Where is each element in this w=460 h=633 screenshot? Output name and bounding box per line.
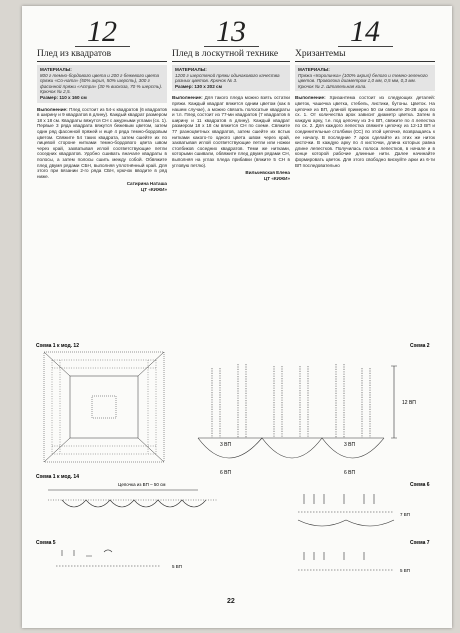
instructions: [172, 95, 290, 168]
schema-5-vp: 5 ВП: [172, 564, 182, 569]
schema-12-grid: [44, 352, 164, 462]
materials-label: МАТЕРИАЛЫ:: [298, 67, 330, 72]
schema-5-label: Схема 5: [36, 540, 56, 546]
materials-text: 800 г темно-бордового цвета и 200 г бежевого цвета пряжи «Со-ната» (50% акрил, 50% шерсть), 300 г фасонной пряжи «Астра» (30 % вискоза, 70 % шерсть). Крючок № 2,5.: [40, 72, 163, 95]
schema-14-chain-label: Цепочка из ВП – 50 см: [118, 482, 166, 487]
club: ЦТ «КИЖИ»: [263, 175, 290, 181]
instructions-label: Выполнение:: [295, 95, 326, 101]
instructions: [295, 95, 435, 168]
instructions-text: Хризантема состоит из следующих деталей: цветок, чашечка цветка, стебель, листики, бутоны. Цветок. На цепочке из ВП, длиной примерно 50 см свяжите 26-28 арок по сх. 1. От количества арок зависит диаметр цветка. Затем в каждую арку, т.е. под цепочку из 3-х ВП, свяжите по 4 лепестка по сх. 2. Для каждого лепестка свяжите цепочку из 12-13 ВП и соединительные столбики (СС) по этой цепочке, возвращаясь к ее началу. В последние 7 арок сделайте из этих же ниток кисточки. В каждую арку по 4 кисточки, длина которых равна длине лепестков. Получилась полоса лепестков, в начале и в конце которой рабочие длинные нити. Далее начинайте формировать цветок. Для этого свободно вискуйте арки из 6-ти ВП последовательно: [295, 95, 435, 168]
size-text: Размер: 110 х 160 см: [40, 94, 87, 100]
schema-7-label: Схема 7: [410, 540, 430, 546]
size-text: Размер: 130 х 202 см: [175, 83, 223, 89]
schema-2-3vp-b: 3 ВП: [344, 442, 356, 448]
project-title: Плед в лоскутной технике: [172, 49, 290, 62]
diagrams-area: [22, 338, 452, 608]
author: Вильчевская Елена: [245, 170, 290, 176]
page-number: 22: [227, 598, 235, 605]
schema-5-chart: [56, 550, 160, 566]
author: Сатирина Наташа: [126, 181, 167, 187]
schema-2-6vp-b: 6 ВП: [344, 470, 356, 476]
materials-label: МАТЕРИАЛЫ:: [175, 67, 207, 72]
materials-label: МАТЕРИАЛЫ:: [40, 67, 72, 72]
materials-box: [37, 65, 167, 103]
magazine-page: [22, 6, 452, 628]
instructions-label: Выполнение:: [172, 95, 203, 101]
project-number: 14: [338, 18, 393, 47]
project-title: Хризантемы: [295, 49, 435, 62]
project-number: 13: [204, 18, 259, 47]
instructions-text: Плед состоит из 54-х квадратов (6 квадратов в ширину и 9 квадратов в длину). Каждый квадрат размером 18 х 18 см. Квадраты вяжутся СН с ажурными углами (сх. 1). Первые 3 ряда квадрата вяжутся бежевым цветом, затем один ряд фасонной пряжей и ещё 4 ряда темно-бордовым цветом. Свяжите 54 таких квадрата, затем сшейте их по лицевой стороне нитками темно-бордового цвета швом через край, захватывая иглой соответствующие петли соседних квадратов. Удобно сшивать вначале квадраты в полосы, а затем полосы сшить между собой. Обвяжите плед двумя рядами СБН, выполняя уплотнённый край. Для этого при вязании 2-го ряда СБН, крючок вводите в ряд ниже.: [37, 106, 167, 179]
schema-7-vp: 5 ВП: [400, 568, 410, 573]
project-title: Плед из квадратов: [37, 49, 167, 62]
schema-14-label: Схема 1 к мод. 14: [36, 474, 79, 480]
project-14-column: [295, 15, 435, 168]
materials-text: Пряжа «Королинка» (100% акрил) белого и темно-зеленого цветов. Проволока диаметром 1,0 мм, 0,5 мм, 0,3 мм. Крючок № 2. Штапельная кола.: [298, 72, 428, 89]
materials-box: [172, 65, 290, 91]
schema-7-chart: [298, 552, 394, 570]
materials-box: [295, 65, 435, 91]
schema-2-6vp-a: 6 ВП: [220, 470, 232, 476]
schema-2-3vp-a: 3 ВП: [220, 442, 232, 448]
schema-2-label: Схема 2: [410, 343, 430, 349]
project-12-column: [37, 15, 167, 192]
schema-6-chart: [298, 494, 394, 526]
instructions: [37, 107, 167, 180]
instructions-label: Выполнение:: [37, 106, 68, 112]
materials-text: 1200 г шерстяной пряжи одинакового качества разных цветов. Крючок № 3.: [175, 72, 280, 84]
instructions-text: Для такого пледа можно взять остатки пряжи. Каждый квадрат вяжется одним цветом (как в нашем случае), а можно связать полосатые квадраты и т.п. Плед состоит из 77-ми квадратов (7 квадратов в ширину и 11 квадратов в длину). Каждый квадрат размером 18 х 18 см вяжется СН по схеме. Свяжите 77 разноцветных квадратов, затем сшейте их встык нитками какого-то одного цвета швом через край, захватывая иглой соответствующие петли или ножки столбиков соседних квадратов. Теми же нитками, которыми сшивали, обвяжите плед двумя рядами СН, выполняя на углах пледа прибавки (вяжите 5 СН в угловую петлю).: [172, 95, 290, 168]
schema-14-arches: [48, 490, 218, 507]
schema-6-vp: 7 ВП: [400, 512, 410, 517]
schema-6-label: Схема 6: [410, 482, 430, 488]
schema-12-label: Схема 1 к мод. 12: [36, 343, 79, 349]
project-13-column: [172, 15, 290, 181]
project-number: 12: [75, 18, 130, 47]
schema-2-12vp: 12 ВП: [402, 400, 416, 406]
club: ЦТ «КИЖИ»: [140, 186, 167, 192]
